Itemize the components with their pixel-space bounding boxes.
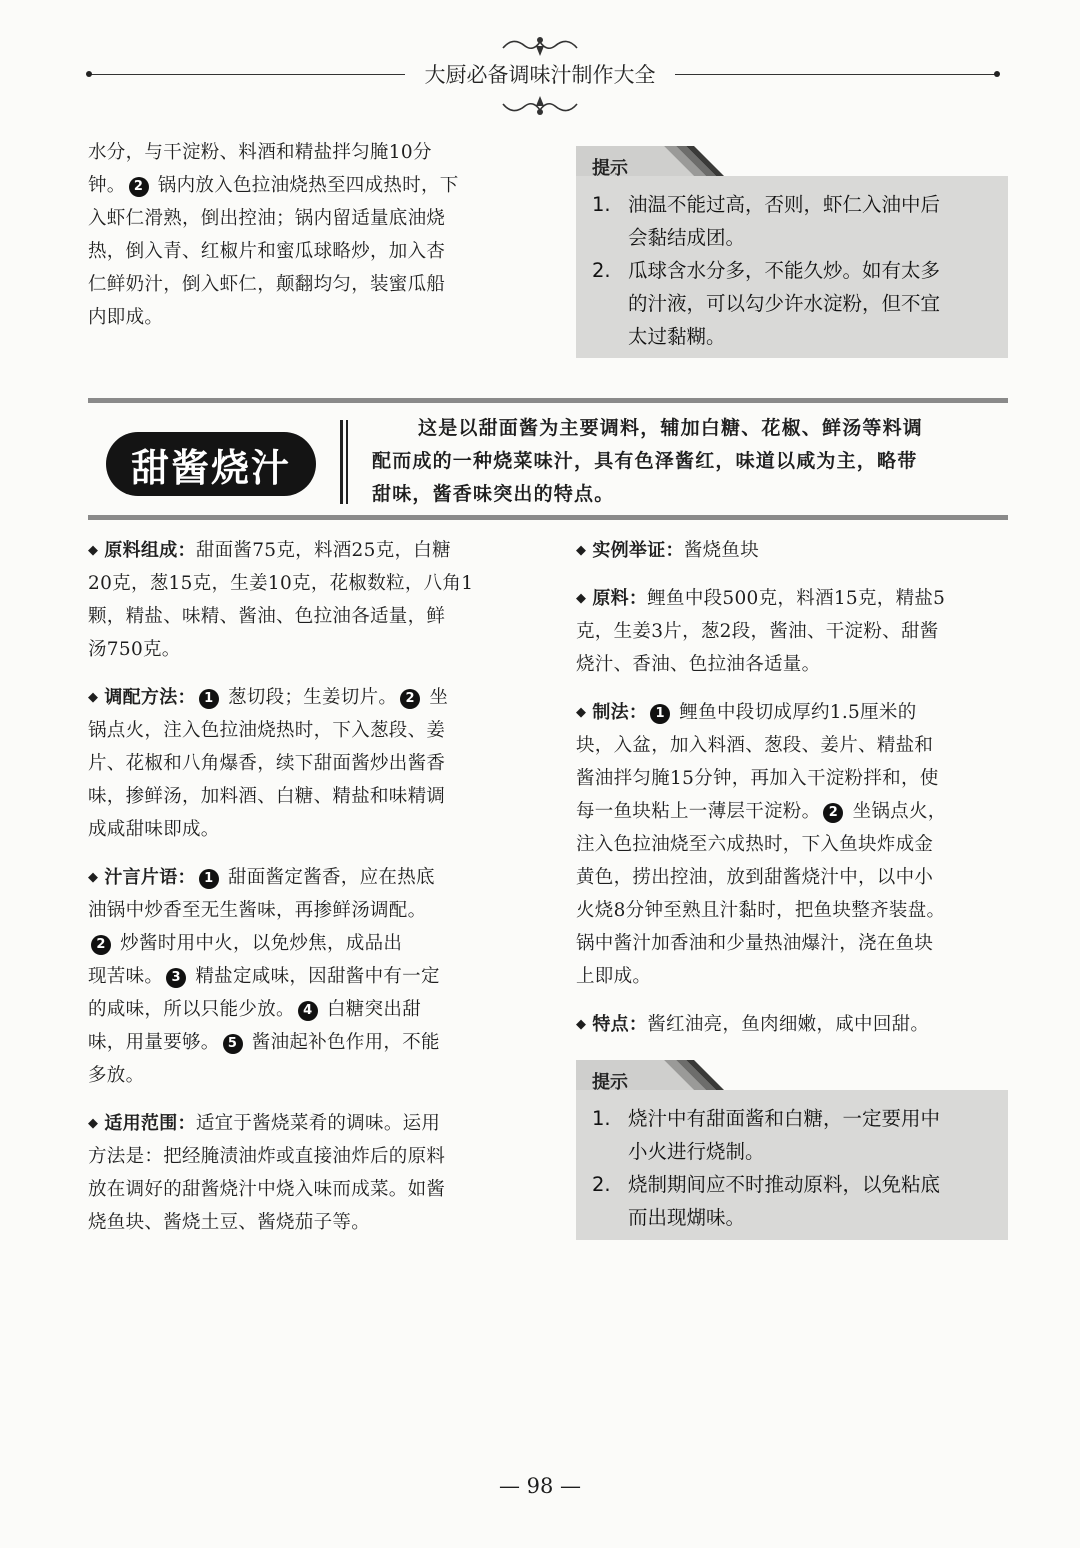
section-intro <box>372 412 1008 511</box>
paragraph-label: 原料： <box>592 588 648 609</box>
tip-item-line: 2. 瓜球含水分多，不能久炒。如有太多 <box>576 254 1008 287</box>
step-number-icon: 1 <box>199 689 219 709</box>
step-number-icon: 2 <box>823 803 843 823</box>
text-line: 锅中酱汁加香油和少量热油爆汁，浇在鱼块 <box>576 933 934 954</box>
tip-item-line: 1. 烧汁中有甜面酱和白糖，一定要用中 <box>576 1102 1008 1135</box>
tip-item-number: 1. <box>592 1107 611 1130</box>
text-line: 颗，精盐、味精、酱油、色拉油各适量，鲜 <box>88 606 446 627</box>
info-paragraph <box>88 861 520 1092</box>
text-line: 酱油拌匀腌15分钟，再加入干淀粉拌和，使 <box>576 768 939 789</box>
diamond-bullet-icon: ◆ <box>88 1116 99 1131</box>
tip-box-top <box>576 158 1008 358</box>
continued-method-text <box>88 136 520 334</box>
text-line: 成咸甜味即成。 <box>88 819 220 840</box>
paragraph-label: 原料组成： <box>104 540 196 561</box>
tip-item-number: 1. <box>592 193 611 216</box>
right-column <box>576 534 1008 1056</box>
section-divider-bar-2 <box>346 420 348 504</box>
step-number-icon: 4 <box>298 1001 318 1021</box>
diamond-bullet-icon: ◆ <box>88 690 99 705</box>
text-line: 片、花椒和八角爆香，续下甜面酱炒出酱香 <box>88 753 446 774</box>
left-column <box>88 534 520 1254</box>
text-line: 块，入盆，加入料酒、葱段、姜片、精盐和 <box>576 735 934 756</box>
text-line: 味，用量要够。 5 酱油起补色作用，不能 <box>88 1032 440 1053</box>
text-line: 味，掺鲜汤，加料酒、白糖、精盐和味精调 <box>88 786 446 807</box>
text-line: 上即成。 <box>576 966 652 987</box>
text-line: 汤750克。 <box>88 639 181 660</box>
text-line: 现苦味。 3 精盐定咸味，因甜酱中有一定 <box>88 966 440 987</box>
tip-heading: 提示 <box>592 158 628 179</box>
paragraph-label: 制法： <box>592 702 648 723</box>
text-line: 2 炒酱时用中火，以免炒焦，成品出 <box>88 927 520 960</box>
text-line: 烧汁、香油、色拉油各适量。 <box>576 654 821 675</box>
header-title: 大厨必备调味汁制作大全 <box>405 58 675 92</box>
header-rule-dot-left <box>86 71 92 77</box>
tip-item-line: 而出现煳味。 <box>628 1206 746 1229</box>
info-paragraph <box>88 1107 520 1239</box>
text-line: 20克，葱15克，生姜10克，花椒数粒，八角1 <box>88 573 474 594</box>
text-line: ◆ 实例举证：酱烧鱼块 <box>576 534 1008 567</box>
text-line: ◆ 特点：酱红油亮，鱼肉细嫩，咸中回甜。 <box>576 1008 1008 1041</box>
tip-item-line: 小火进行烧制。 <box>628 1140 765 1163</box>
step-number-icon: 1 <box>650 704 670 724</box>
info-paragraph <box>88 681 520 846</box>
page-number: — 98 — <box>498 1474 582 1498</box>
intro-line: 配而成的一种烧菜味汁，具有色泽酱红，味道以咸为主，略带 <box>372 450 918 472</box>
header-ornament-top <box>490 30 590 60</box>
text-line: 水分，与干淀粉、料酒和精盐拌匀腌10分 <box>88 142 432 163</box>
paragraph-label: 实例举证： <box>592 540 684 561</box>
header-rule-dot-right <box>994 71 1000 77</box>
intro-line: 甜味，酱香味突出的特点。 <box>372 483 615 505</box>
tip-box-bottom <box>576 1072 1008 1240</box>
diamond-bullet-icon: ◆ <box>576 591 587 606</box>
step-number-icon: 2 <box>91 935 111 955</box>
tip-item-line: 1. 油温不能过高，否则，虾仁入油中后 <box>576 188 1008 221</box>
info-paragraph <box>576 1008 1008 1041</box>
info-paragraph <box>576 582 1008 681</box>
tip-item-line: 的汁液，可以勾少许水淀粉，但不宜 <box>628 292 941 315</box>
text-line: 火烧8分钟至熟且汁黏时，把鱼块整齐装盘。 <box>576 900 946 921</box>
step-number-icon: 2 <box>400 689 420 709</box>
text-line: ◆ 调配方法： 1 葱切段；生姜切片。 2 坐 <box>88 681 520 714</box>
paragraph-label: 适用范围： <box>104 1113 196 1134</box>
text-line: ◆ 原料组成：甜面酱75克，料酒25克，白糖 <box>88 534 520 567</box>
diamond-bullet-icon: ◆ <box>576 705 587 720</box>
text-line: ◆ 制法： 1 鲤鱼中段切成厚约1.5厘米的 <box>576 696 1008 729</box>
text-line: 热，倒入青、红椒片和蜜瓜球略炒，加入杏 <box>88 241 446 262</box>
tip-heading: 提示 <box>592 1072 628 1093</box>
text-line: 克，生姜3片，葱2段，酱油、干淀粉、甜酱 <box>576 621 939 642</box>
paragraph-label: 汁言片语： <box>104 867 196 888</box>
step-number-icon: 5 <box>223 1034 243 1054</box>
text-line: 每一鱼块粘上一薄层干淀粉。 2 坐锅点火， <box>576 801 947 822</box>
tip-item-line: 太过黏糊。 <box>628 325 726 348</box>
tip-item-line: 会黏结成团。 <box>628 226 746 249</box>
text-line: 注入色拉油烧至六成热时，下入鱼块炸成金 <box>576 834 934 855</box>
tip-item-line: 2. 烧制期间应不时推动原料，以免粘底 <box>576 1168 1008 1201</box>
diamond-bullet-icon: ◆ <box>88 870 99 885</box>
text-line: ◆ 适用范围：适宜于酱烧菜肴的调味。运用 <box>88 1107 520 1140</box>
text-line: 放在调好的甜酱烧汁中烧入味而成菜。如酱 <box>88 1179 446 1200</box>
tip-item-number: 2. <box>592 1173 611 1196</box>
section-rule-top <box>88 398 1008 403</box>
diamond-bullet-icon: ◆ <box>576 1017 587 1032</box>
info-paragraph <box>576 696 1008 993</box>
header-ornament-bottom <box>490 92 590 122</box>
text-line: 仁鲜奶汁，倒入虾仁，颠翻均匀，装蜜瓜船 <box>88 274 446 295</box>
text-line: 方法是：把经腌渍油炸或直接油炸后的原料 <box>88 1146 446 1167</box>
section-title-badge <box>106 432 316 496</box>
text-line: ◆ 汁言片语： 1 甜面酱定酱香，应在热底 <box>88 861 520 894</box>
text-line: 多放。 <box>88 1065 145 1086</box>
text-line: 入虾仁滑熟，倒出控油；锅内留适量底油烧 <box>88 208 446 229</box>
section-title: 甜酱烧汁 <box>130 445 291 490</box>
text-line: 钟。 2 锅内放入色拉油烧热至四成热时，下 <box>88 175 459 196</box>
diamond-bullet-icon: ◆ <box>88 543 99 558</box>
step-number-icon: 3 <box>166 968 186 988</box>
step-number-icon: 2 <box>129 177 149 197</box>
section-rule-bottom <box>88 515 1008 520</box>
text-line: 黄色，捞出控油，放到甜酱烧汁中，以中小 <box>576 867 934 888</box>
section-divider-bar-1 <box>340 420 343 504</box>
text-line: ◆ 原料：鲤鱼中段500克，料酒15克，精盐5 <box>576 582 1008 615</box>
text-line: 烧鱼块、酱烧土豆、酱烧茄子等。 <box>88 1212 371 1233</box>
intro-line: 这是以甜面酱为主要调料，辅加白糖、花椒、鲜汤等料调 <box>418 417 924 439</box>
text-line: 锅点火，注入色拉油烧热时，下入葱段、姜 <box>88 720 446 741</box>
info-paragraph <box>88 534 520 666</box>
tip-item-number: 2. <box>592 259 611 282</box>
paragraph-label: 特点： <box>592 1014 648 1035</box>
text-line: 油锅中炒香至无生酱味，再掺鲜汤调配。 <box>88 900 427 921</box>
step-number-icon: 1 <box>199 869 219 889</box>
text-line: 内即成。 <box>88 307 164 328</box>
diamond-bullet-icon: ◆ <box>576 543 587 558</box>
text-line: 的咸味，所以只能少放。 4 白糖突出甜 <box>88 999 421 1020</box>
paragraph-label: 调配方法： <box>104 687 196 708</box>
info-paragraph <box>576 534 1008 567</box>
